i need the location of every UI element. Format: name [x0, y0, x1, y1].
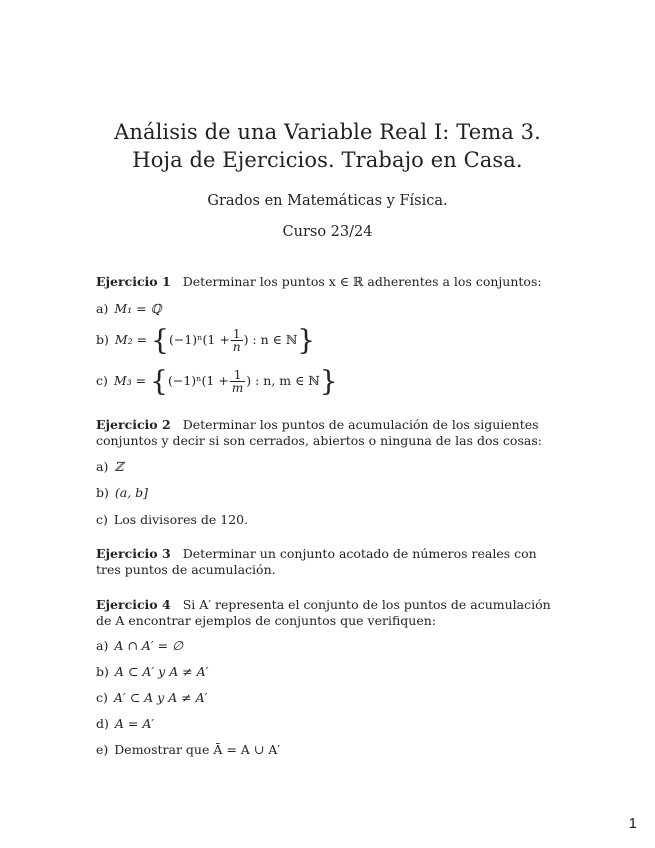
item-label: b) [96, 485, 109, 500]
doc-title-line1: Análisis de una Variable Real I: Tema 3. [114, 120, 541, 144]
exercise-2-item-a [96, 459, 123, 474]
item-label: b) [96, 664, 109, 679]
fraction [231, 328, 243, 353]
item-math: A ⊂ A′ y A ≠ A′ [114, 664, 209, 679]
exercise-4-item-a [96, 638, 183, 653]
item-math: A′ ⊂ A y A ≠ A′ [113, 690, 208, 705]
fraction-denominator: m [231, 381, 244, 395]
exercise-2-item-b [96, 485, 148, 500]
item-math: M₁ = ℚ [114, 301, 162, 316]
exercise-4-item-e [96, 742, 280, 757]
item-label: b) [96, 332, 109, 347]
course-line: Curso 23/24 [282, 224, 373, 240]
item-text: Demostrar que Ā = A ∪ A′ [114, 742, 281, 757]
fraction [230, 369, 245, 394]
set-condition: ) : n ∈ ℕ [243, 332, 298, 347]
item-label: c) [96, 690, 108, 705]
page-number: 1 [628, 815, 637, 832]
exercise-3 [96, 546, 562, 578]
exercise-1-item-b [96, 323, 316, 357]
right-brace-icon: } [297, 323, 316, 357]
exercise-4-text: Si A′ representa el conjunto de los puntos de acumulación de A encontrar ejemplos de conjuntos que verifiquen: [96, 597, 551, 628]
exercise-1 [96, 274, 562, 290]
degrees-line: Grados en Matemáticas y Física. [207, 193, 448, 209]
item-label: a) [96, 638, 109, 653]
doc-title-line2: Hoja de Ejercicios. Trabajo en Casa. [132, 148, 523, 172]
left-brace-icon: { [151, 323, 169, 357]
left-brace-icon: { [150, 364, 168, 398]
set-term: (−1)ⁿ(1 + [167, 373, 229, 388]
exercise-4-heading: Ejercicio 4 [96, 597, 171, 612]
item-math: A = A′ [114, 716, 155, 731]
right-brace-icon: } [319, 364, 338, 398]
exercise-1-heading: Ejercicio 1 [96, 274, 171, 289]
set-name: M₂ = [114, 332, 148, 347]
exercise-4 [96, 597, 562, 629]
item-math: (a, b] [114, 485, 149, 500]
exercise-2-text: Determinar los puntos de acumulación de los siguientes conjuntos y decir si son cerrados, abiertos o ninguna de las dos cosas: [96, 417, 542, 448]
exercise-3-heading: Ejercicio 3 [96, 546, 171, 561]
exercise-3-text: Determinar un conjunto acotado de números reales con tres puntos de acumulación. [96, 546, 537, 577]
fraction-numerator: 1 [231, 328, 243, 341]
item-math: A ∩ A′ = ∅ [114, 638, 183, 653]
set-name: M₃ = [113, 373, 147, 388]
item-math: ℤ [114, 459, 124, 474]
exercise-2-item-c [96, 512, 248, 527]
item-label: a) [96, 301, 109, 316]
set-condition: ) : n, m ∈ ℕ [246, 373, 320, 388]
exercise-1-item-a [96, 301, 161, 316]
exercise-4-item-b [96, 664, 209, 679]
item-label: a) [96, 459, 109, 474]
item-label: d) [96, 716, 109, 731]
exercise-2 [96, 417, 562, 449]
exercise-1-text: Determinar los puntos x ∈ ℝ adherentes a los conjuntos: [182, 274, 542, 289]
exercise-4-item-c [96, 690, 208, 705]
fraction-numerator: 1 [230, 369, 245, 382]
item-label: c) [96, 373, 108, 388]
item-text: Los divisores de 120. [113, 512, 249, 527]
exercise-1-item-c [96, 364, 338, 398]
set-term: (−1)ⁿ(1 + [168, 332, 230, 347]
fraction-denominator: n [232, 340, 241, 354]
item-label: e) [96, 742, 109, 757]
item-label: c) [96, 512, 108, 527]
exercise-4-item-d [96, 716, 154, 731]
exercise-2-heading: Ejercicio 2 [96, 417, 171, 432]
